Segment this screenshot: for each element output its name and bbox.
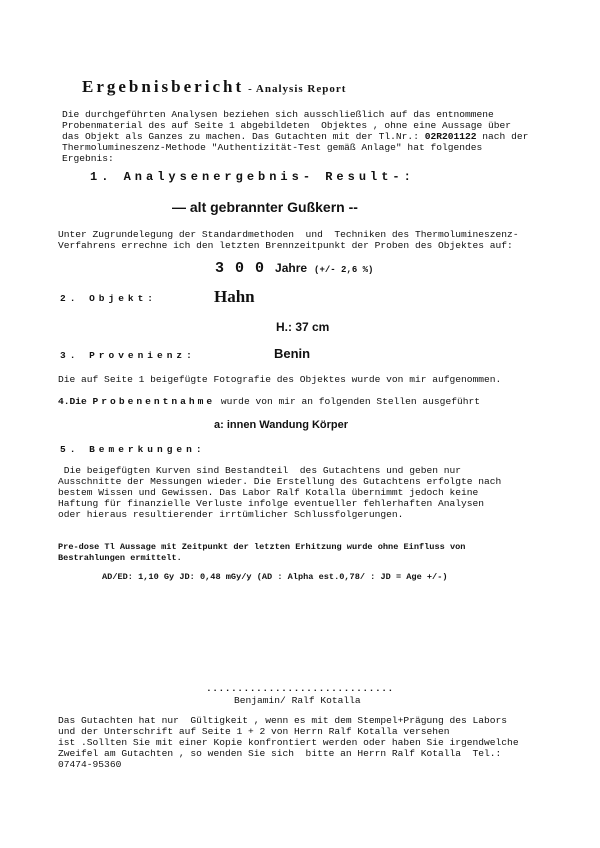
object-name: Hahn [214,287,255,306]
title-sub: - Analysis Report [248,83,347,95]
section1-line: Verfahrens errechne ich den letzten Brennzeitpunkt der Proben des Objektes auf: [58,240,513,251]
predose-statement [58,542,465,564]
footer-line: Das Gutachten hat nur Gültigkeit , wenn es mit dem Stempel+Prägung des Labors [58,715,508,726]
remarks-line: bestem Wissen und Gewissen. Das Labor Ralf Kotalla übernimmt jedoch keine [58,487,479,498]
predose-values: AD/ED: 1,10 Gy JD: 0,48 mGy/y (AD : Alpha est.0,78/ : JD = Age +/-) [102,572,448,582]
predose-line: Bestrahlungen ermittelt. [58,553,182,563]
intro-line: Probenmaterial des auf Seite 1 abgebildeten Objektes , ohne eine Aussage über [62,120,512,131]
remarks-line: Die beigefügten Kurven sind Bestandteil des Gutachtens und geben nur [58,465,462,476]
signature-line: .............................. [206,683,394,694]
sampling-location: a: innen Wandung Körper [214,419,349,431]
section1-text [58,229,519,251]
predose-line: Pre-dose Tl Aussage mit Zeitpunkt der letzten Erhitzung wurde ohne Einfluss von [58,542,466,552]
intro-paragraph [62,109,528,164]
age-value: 3 0 0 [215,260,266,277]
intro-line [62,131,528,142]
age-result [215,259,373,277]
object-height: H.: 37 cm [276,320,330,334]
title-main: Ergebnisbericht [82,77,245,96]
age-tolerance: (+/- 2,6 %) [314,265,374,275]
intro-line: Ergebnis: [62,153,114,164]
validity-footer [58,715,519,770]
result-statement: — alt gebrannter Gußkern -- [172,199,358,215]
section4-prefix: 4.Die [58,396,93,407]
intro-line-tail: nach der [476,131,529,142]
section5-label: 5. Bemerkungen: [60,444,206,455]
section4-label [58,396,480,407]
section1-heading: 1. Analysenergebnis- Result-: [90,170,415,184]
section4-tail: wurde von mir an folgenden Stellen ausgeführt [215,396,480,407]
age-unit: Jahre [275,261,308,275]
section2-label: 2. Objekt: [60,293,158,304]
section1-line: Unter Zugrundelegung der Standardmethoden und Techniken des Thermolumineszenz- [58,229,519,240]
remarks-paragraph [58,465,501,520]
footer-line: ist .Sollten Sie mit einer Kopie konfrontiert werden oder haben Sie irgendwelche [58,737,519,748]
remarks-line: oder hieraus resultierender irrtümlicher Schlussfolgerungen. [58,509,404,520]
report-title [82,77,346,97]
intro-line-text: das Objekt als Ganzes zu machen. Das Gutachten mit der Tl.Nr.: [62,131,425,142]
remarks-line: Haftung für finanzielle Verluste infolge eventueller fehlerhaften Analysen [58,498,485,509]
tl-number: 02R201122 [424,131,477,142]
intro-line: Thermolumineszenz-Methode "Authentizität-Test gemäß Anlage" hat folgendes [62,142,483,153]
footer-phone: 07474-95360 [58,759,122,770]
footer-line: Zweifel am Gutachten , so wenden Sie sich bitte an Herrn Ralf Kotalla Tel.: [58,748,502,759]
section4-spaced: Probenentnahme [92,396,216,407]
photo-note: Die auf Seite 1 beigefügte Fotografie des Objektes wurde von mir aufgenommen. [58,374,502,385]
footer-line: und der Unterschrift auf Seite 1 + 2 von Herrn Ralf Kotalla versehen [58,726,450,737]
provenance-value: Benin [274,346,311,361]
intro-line: Die durchgeführten Analysen beziehen sich ausschließlich auf das entnommene [62,109,494,120]
section3-label: 3. Provenienz: [60,350,196,361]
remarks-line: Ausschnitte der Messungen wieder. Die Erstellung des Gutachtens erfolgte nach [58,476,502,487]
signature-name: Benjamin/ Ralf Kotalla [234,695,361,706]
